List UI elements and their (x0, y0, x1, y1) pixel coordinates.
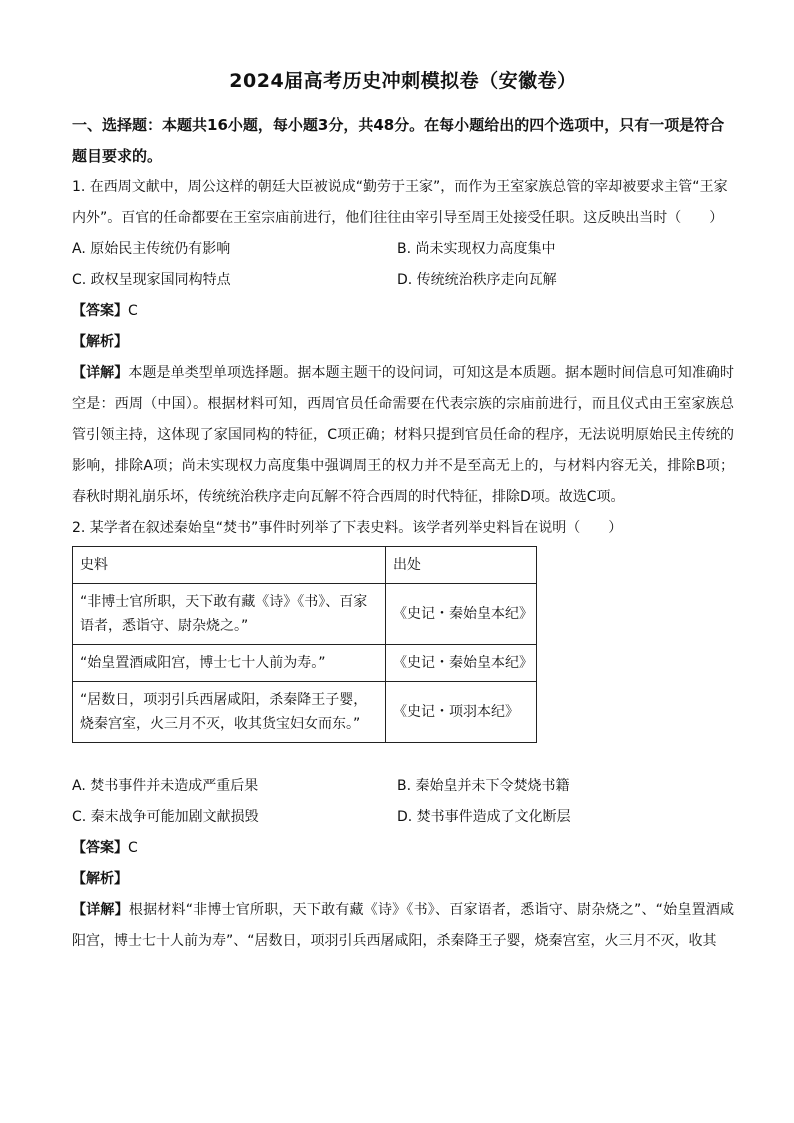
section-heading: 一、选择题：本题共16小题，每小题3分，共48分。在每小题给出的四个选项中，只有一项是符合题目要求的。 (72, 116, 725, 165)
detail-text: 本题是单类型单项选择题。据本题主题干的设问词，可知这是本质题。据本题时间信息可知准确时空是：西周（中国）。根据材料可知，西周官员任命需要在代表宗族的宗庙前进行，而且仪式由王室家族总管引领主持，这体现了家国同构的特征，C项正确；材料只提到官员任命的程序，无法说明原始民主传统的影响，排除A项；尚未实现权力高度集中强调周王的权力并不是至高无上的，与材料内容无关，排除B项；春秋时期礼崩乐坏，传统统治秩序走向瓦解不符合西周的时代特征，排除D项。故选C项。 (72, 365, 735, 505)
document-page (72, 66, 734, 957)
option-c: C. 秦末战争可能加剧文献损毁 (72, 809, 259, 825)
table-cell-quote: “始皇置酒咸阳宫，博士七十人前为寿。” (73, 645, 386, 682)
answer-label: 【答案】 (72, 840, 128, 856)
question-stem: 1. 在西周文献中，周公这样的朝廷大臣被说成“勤劳于王家”，而作为王室家族总管的宰却被要求主管“王家内外”。百官的任命都要在王室宗庙前进行，他们往往由宰引导至周王处接受任职。这反映出当时（ ） (72, 179, 728, 226)
option-a: A. 焚书事件并未造成严重后果 (72, 778, 259, 794)
answer-value: C (128, 303, 138, 319)
table-row (73, 682, 537, 743)
answer-line (72, 296, 734, 327)
source-table (72, 546, 537, 743)
table-cell-quote: “非博士官所职，天下敢有藏《诗》《书》、百家语者，悉诣守、尉杂烧之。” (73, 584, 386, 645)
detail-paragraph (72, 358, 734, 513)
table-cell-source: 《史记・秦始皇本纪》 (386, 645, 537, 682)
option-b: B. 尚未实现权力高度集中 (397, 241, 556, 257)
analysis-label: 【解析】 (72, 871, 128, 887)
option-d: D. 焚书事件造成了文化断层 (397, 809, 571, 825)
analysis-label: 【解析】 (72, 334, 128, 350)
detail-paragraph (72, 895, 734, 957)
detail-label: 【详解】 (72, 902, 129, 918)
option-a: A. 原始民主传统仍有影响 (72, 241, 231, 257)
analysis-line (72, 864, 734, 895)
table-row (73, 584, 537, 645)
detail-label: 【详解】 (72, 365, 129, 381)
table-header-cell: 出处 (386, 547, 537, 584)
question-stem: 2. 某学者在叙述秦始皇“焚书”事件时列举了下表史料。该学者列举史料旨在说明（ ） (72, 520, 623, 536)
table-cell-source: 《史记・项羽本纪》 (386, 682, 537, 743)
analysis-line (72, 327, 734, 358)
table-header-cell: 史料 (73, 547, 386, 584)
answer-label: 【答案】 (72, 303, 128, 319)
table-header-row (73, 547, 537, 584)
option-list (72, 771, 734, 833)
answer-line (72, 833, 734, 864)
page-title: 2024届高考历史冲刺模拟卷（安徽卷） (229, 70, 577, 92)
question-2 (72, 513, 734, 957)
option-list (72, 234, 734, 296)
option-d: D. 传统统治秩序走向瓦解 (397, 272, 557, 288)
table-cell-source: 《史记・秦始皇本纪》 (386, 584, 537, 645)
question-1 (72, 172, 734, 513)
detail-text: 根据材料“非博士官所职，天下敢有藏《诗》《书》、百家语者，悉诣守、尉杂烧之”、“始皇置酒咸阳宫，博士七十人前为寿”、“居数日，项羽引兵西屠咸阳，杀秦降王子婴，烧秦宫室，火三月不灭，收其 (72, 902, 734, 949)
table-cell-quote: “居数日，项羽引兵西屠咸阳，杀秦降王子婴，烧秦宫室，火三月不灭，收其货宝妇女而东。” (73, 682, 386, 743)
option-c: C. 政权呈现家国同构特点 (72, 272, 231, 288)
table-row (73, 645, 537, 682)
option-b: B. 秦始皇并未下令焚烧书籍 (397, 778, 570, 794)
answer-value: C (128, 840, 138, 856)
